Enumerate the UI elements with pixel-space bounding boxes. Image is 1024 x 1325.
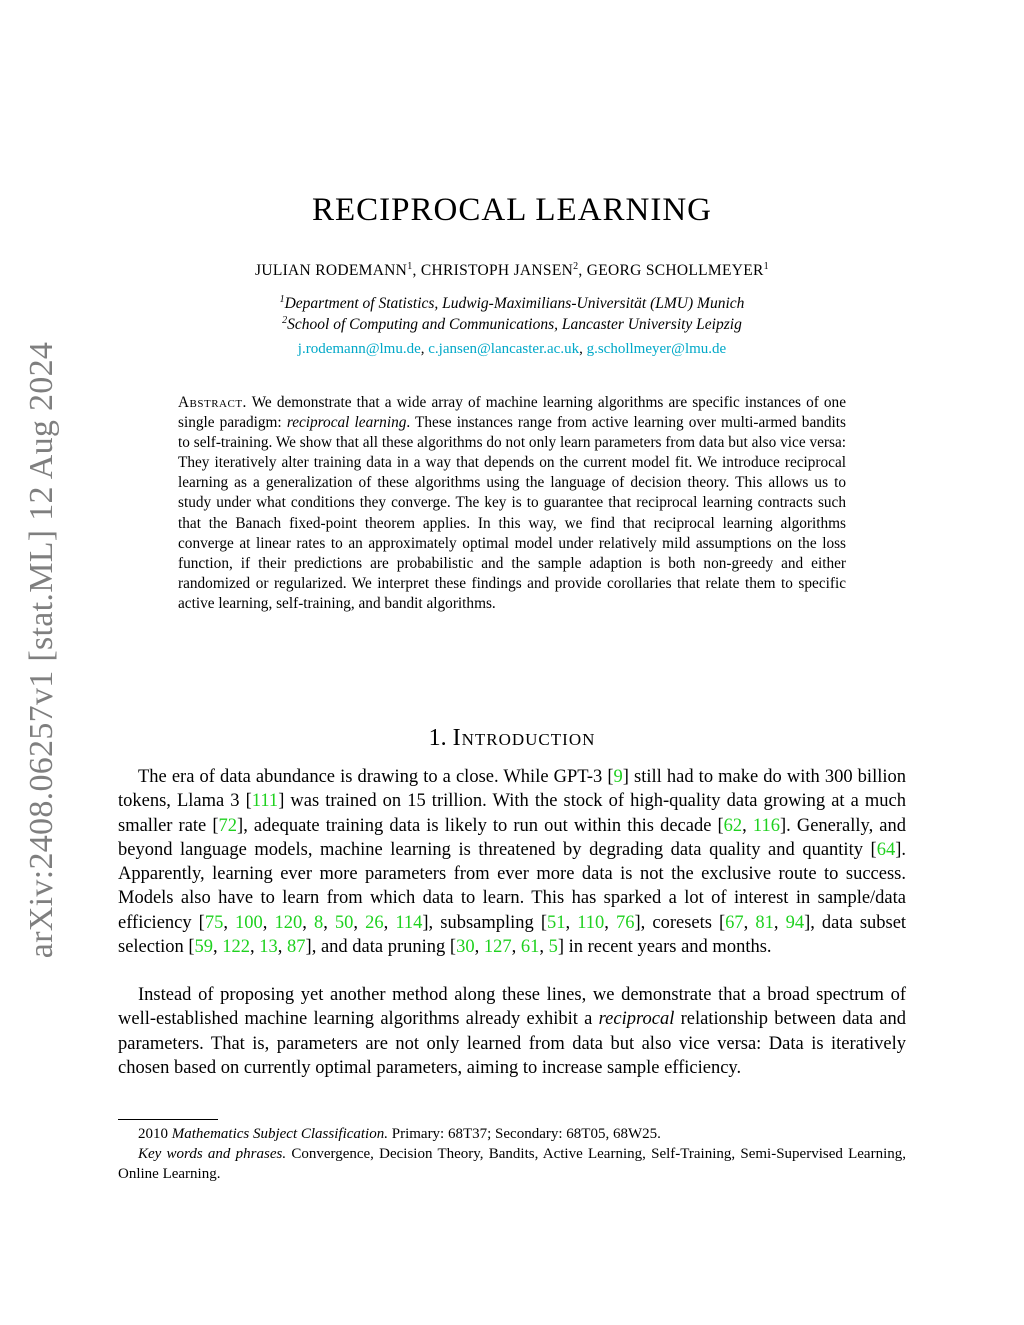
citation-link[interactable]: 81 xyxy=(755,912,774,933)
citation-link[interactable]: 67 xyxy=(725,912,744,933)
citation-link[interactable]: 94 xyxy=(785,912,805,933)
citation-link[interactable]: 64 xyxy=(876,839,896,860)
citation-link[interactable]: 110 xyxy=(577,912,605,933)
citation-link[interactable]: 75 xyxy=(204,912,224,933)
citation-link[interactable]: 59 xyxy=(194,937,214,958)
citation-link[interactable]: 114 xyxy=(395,912,423,933)
citation-link[interactable]: 13 xyxy=(259,937,278,958)
intro-paragraph-2: Instead of proposing yet another method along these lines, we demonstrate that a broad spectrum of well-established machine learning algorithms already exhibit a reciprocal relationship between data and parameters. That is, parameters are not only learned from data but also vice versa: Data is iteratively chosen based on currently optimal parameters, aiming to increase sample efficiency. xyxy=(118,985,907,1078)
footnote-msc: 2010 Mathematics Subject Classification. Primary: 68T37; Secondary: 68T05, 68W25. xyxy=(138,1126,661,1142)
footnote-keywords: Key words and phrases. Convergence, Decision Theory, Bandits, Active Learning, Self-Training, Semi-Supervised Learning, Online Learning. xyxy=(118,1146,906,1182)
arxiv-identifier: arXiv:2408.06257v1 [stat.ML] 12 Aug 2024 xyxy=(23,341,60,959)
email-link[interactable]: g.schollmeyer@lmu.de xyxy=(586,341,727,357)
citation-link[interactable]: 5 xyxy=(548,937,558,958)
citation-link[interactable]: 127 xyxy=(483,937,512,958)
citation-link[interactable]: 8 xyxy=(313,912,324,933)
citation-link[interactable]: 87 xyxy=(287,937,306,958)
citation-link[interactable]: 9 xyxy=(613,767,623,787)
email-list: j.rodemann@lmu.de, c.jansen@lancaster.ac.uk, g.schollmeyer@lmu.de xyxy=(297,341,727,357)
affiliation-2: $^2$School of Computing and Communications, Lancaster University Leipzig xyxy=(282,315,742,333)
citation-link[interactable]: 120 xyxy=(274,912,303,933)
citation-link[interactable]: 76 xyxy=(616,912,635,933)
author-name: JULIAN RODEMANN xyxy=(255,262,408,279)
citation-link[interactable]: 72 xyxy=(218,815,238,836)
intro-paragraph-1: The era of data abundance is drawing to a close. While GPT-3 [9] still had to make do with 300 billion tokens, Llama 3 [111] was trained on 15 trillion. With the stock of high-quality data growing at a much smaller rate [72], adequate training data is likely to run out within this decade [62, 116]. Generally, and beyond language models, machine learning is threatened by degrading data quality and quantity [64]. Apparently, learning ever more parameters from ever more data is not the exclusive route to success. Models also have to learn from which data to learn. This has sparked a lot of interest in sample/data efficiency [75, 100, 120, 8, 50, 26, 114], subsampling [51, 110, 76], coresets [67, 81, 94], data subset selection [59, 122, 13, 87], and data pruning [30, 127, 61, 5] in recent years and months. xyxy=(118,767,907,958)
email-link[interactable]: j.rodemann@lmu.de xyxy=(297,341,421,357)
citation-link[interactable]: 100 xyxy=(235,912,263,933)
author-list: JULIAN RODEMANN$^1$, CHRISTOPH JANSEN$^2$, GEORG SCHOLLMEYER$^1$ xyxy=(255,261,769,279)
citation-link[interactable]: 61 xyxy=(520,937,540,958)
citation-link[interactable]: 51 xyxy=(547,912,566,933)
paper-title: RECIPROCAL LEARNING xyxy=(311,192,713,228)
citation-link[interactable]: 26 xyxy=(365,912,384,933)
section-heading: 1. Introduction xyxy=(428,725,596,751)
email-link[interactable]: c.jansen@lancaster.ac.uk xyxy=(428,341,580,357)
citation-link[interactable]: 116 xyxy=(752,815,780,836)
citation-link[interactable]: 62 xyxy=(723,815,743,836)
citation-link[interactable]: 122 xyxy=(222,937,251,958)
author-name: GEORG SCHOLLMEYER xyxy=(586,262,764,279)
citation-link[interactable]: 111 xyxy=(251,791,279,812)
citation-link[interactable]: 50 xyxy=(334,912,354,933)
abstract-label: Abstract. xyxy=(178,394,247,411)
affiliation-1: $^1$Department of Statistics, Ludwig-Maximilians-Universität (LMU) Munich xyxy=(279,294,745,312)
citation-link[interactable]: 30 xyxy=(456,937,475,958)
footnote-rule xyxy=(118,1119,218,1120)
author-name: CHRISTOPH JANSEN xyxy=(420,262,574,279)
abstract: Abstract. We demonstrate that a wide array of machine learning algorithms are specific instances of one single paradigm: reciprocal learning. These instances range from active learning over multi-armed bandits to self-training. We show that all these algorithms do not only learn parameters from data but also vice versa: They iteratively alter training data in a way that depends on the current model fit. We introduce reciprocal learning as a generalization of these algorithms using the language of decision theory. This allows us to study under what conditions they converge. The key is to guarantee that reciprocal learning contracts such that the Banach fixed-point theorem applies. In this way, we find that reciprocal learning algorithms converge at linear rates to an approximately optimal model under relatively mild assumptions on the loss function, if their predictions are probabilistic and the sample adaption is both non-greedy and either randomized or regularized. We interpret these findings and provide corollaries that relate them to specific active learning, self-training, and bandit algorithms. xyxy=(178,394,846,612)
